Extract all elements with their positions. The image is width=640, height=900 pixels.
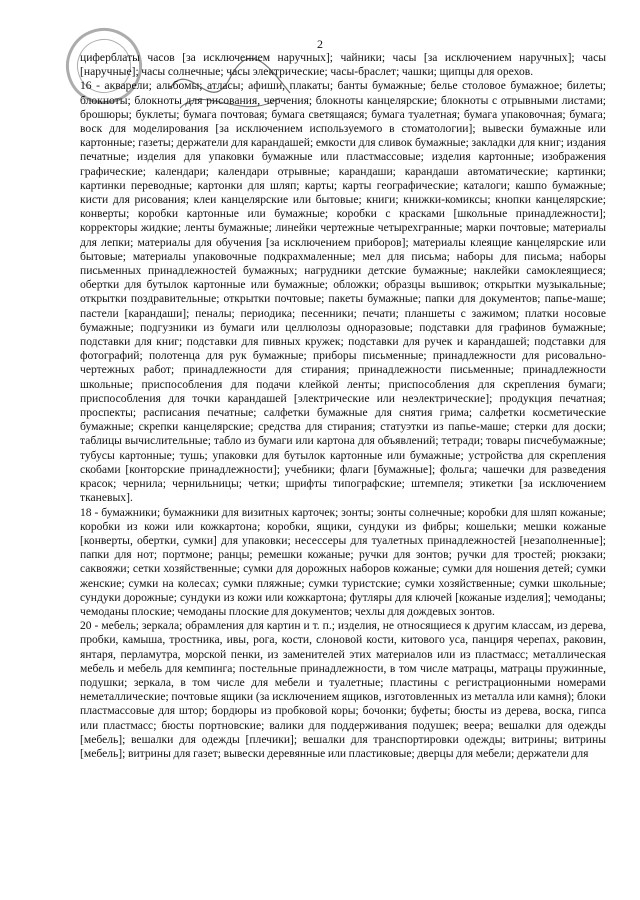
document-body [80, 51, 606, 761]
paragraph-continuation: циферблаты часов [за исключением наручных]; чайники; часы [за исключением наручных]; часы [наручные]; часы солнечные; часы электрические; часы-браслет; чашки; щипцы для орехов. [80, 51, 606, 79]
paragraph-class-20: 20 - мебель; зеркала; обрамления для картин и т. п.; изделия, не относящиеся к другим классам, из дерева, пробки, камыша, тростника, ивы, рога, кости, слоновой кости, китового уса, панциря черепах, раковин, янтаря, перламутра, морской пенки, из заменителей этих материалов или из пластмасс; металлическая мебель и мебель для кемпинга; постельные принадлежности, в том числе матрацы, матрацы пружинные, подушки; зеркала, в том числе для мебели и туалетные; пластины с регистрационными номерами неметаллические; почтовые ящики (за исключением ящиков, изготовленных из металла или камня); блоки пластмассовые для штор; бордюры из пробковой коры; бочонки; буфеты; бюсты из дерева, воска, гипса или пластмасс; бюсты портновские; валики для поддерживания подушек; веера; вешалки для одежды [мебель]; вешалки для одежды [плечики]; вешалки для транспортировки одежды; витрины; витрины [мебель]; витрины для газет; вывески деревянные или пластиковые; дверцы для мебели; держатели для [80, 619, 606, 760]
paragraph-class-18: 18 - бумажники; бумажники для визитных карточек; зонты; зонты солнечные; коробки для шляп кожаные; коробки из кожи или кожкартона; коробки, ящики, сундуки из фибры; кошельки; мешки кожаные [конверты, обертки, сумки] для упаковки; несессеры для туалетных принадлежностей [незаполненные]; папки для нот; портмоне; ранцы; ремешки кожаные; ручки для зонтов; ручки для тростей; рюкзаки; саквояжи; сетки хозяйственные; сумки для дорожных наборов кожаные; сумки для ношения детей; сумки женские; сумки на колесах; сумки пляжные; сумки туристские; сумки хозяйственные; сумки школьные; сундуки дорожные; сундуки из кожи или кожкартона; футляры для ключей [кожаные изделия]; чемоданы; чемоданы плоские; чемоданы плоские для документов; чехлы для дождевых зонтов. [80, 505, 606, 618]
page-number: 2 [317, 37, 323, 51]
paragraph-class-16: 16 - акварели; альбомы; атласы; афиши, плакаты; банты бумажные; белье столовое бумажное; билеты; блокноты; блокноты для рисования, черчения; блокноты канцелярские; блокноты с отрывными листами; брошюры; буклеты; бумага почтовая; бумага светящаяся; бумага туалетная; бумага упаковочная; бумага; воск для моделирования [за исключением используемого в стоматологии]; вывески бумажные или картонные; газеты; держатели для карандашей; емкости для сливок бумажные; закладки для книг; издания печатные; изделия для упаковки бумажные или пластмассовые; изделия картонные; изображения графические; календари; календари отрывные; карандаши; карандаши автоматические; картинки; картинки переводные; картонки для шляп; карты; карты географические; каталоги; кашпо бумажные; кисти для рисования; клеи канцелярские или бытовые; книги; книжки-комиксы; кнопки канцелярские; конверты; коробки картонные или бумажные; коробки с красками [школьные принадлежности]; корректоры жидкие; ленты бумажные; линейки чертежные четырехгранные; марки почтовые; материалы для лепки; материалы для обучения [за исключением приборов]; материалы клеящие канцелярские или бытовые; материалы упаковочные подкрахмаленные; мел для письма; наборы для письма; наборы письменных принадлежностей бумажных; нагрудники детские бумажные; наклейки самоклеящиеся; обертки для бутылок картонные или бумажные; обложки; образцы вышивок; открытки музыкальные; открытки поздравительные; открытки почтовые; пакеты бумажные; папки для документов; папье-маше; пастели [карандаши]; пеналы; периодика; песенники; печати; планшеты с зажимом; платки носовые бумажные; подгузники из бумаги или целлюлозы одноразовые; подставки для графинов бумажные; подставки для книг; подставки для пивных кружек; подставки для ручек и карандашей; подставки для фотографий; полотенца для рук бумажные; приборы письменные; принадлежности для рисовально-чертежных работ; принадлежности для стирания; принадлежности письменные; принадлежности школьные; приспособления для подачи клейкой ленты; приспособления для скрепления бумаги; приспособления для точки карандашей [электрические или неэлектрические]; продукция печатная; проспекты; расписания печатные; салфетки бумажные для снятия грима; салфетки косметические бумажные; скрепки канцелярские; средства для стирания; статуэтки из папье-маше; стерки для доски; таблицы вычислительные; табло из бумаги или картона для объявлений; тетради; товары писчебумажные; тубусы картонные; тушь; упаковки для бутылок картонные или бумажные; устройства для скрепления скобами [конторские принадлежности]; учебники; флаги [бумажные]; фольга; чашечки для разведения красок; чернила; чернильницы; четки; шрифты типографские; штемпеля; этикетки [за исключением тканевых]. [80, 79, 606, 505]
